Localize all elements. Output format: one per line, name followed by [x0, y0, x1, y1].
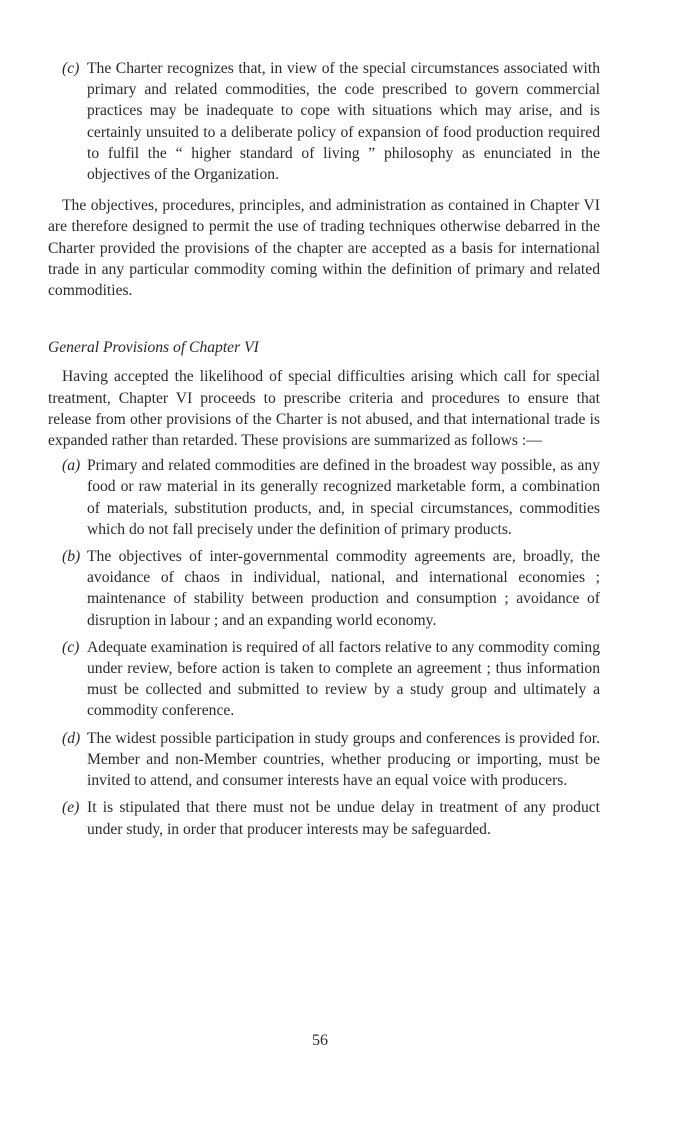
list-item-b — [62, 546, 600, 631]
item-marker: (b) — [62, 548, 81, 566]
item-text: The objectives of inter-governmental commodity agreements are, broadly, the avoidance of chaos in individual, national, and international economies ; maintenance of stability between production and consumption ; avoidance of disruption in labour ; and an expanding world economy. — [87, 548, 600, 629]
section-heading: General Provisions of Chapter VI — [48, 339, 259, 357]
item-marker: (c) — [62, 60, 80, 77]
item-text: The Charter recognizes that, in view of the special circumstances associated with primary and related commodities, the code prescribed to govern commercial practices may be inadequate to cope with situations which may arise, and is certainly unsuited to a deliberate policy of expansion of food production required to fulfil the “ higher standard of living ” philosophy as enunciated in the objectives of the Organization. — [87, 60, 600, 184]
page-number: 56 — [312, 1032, 328, 1049]
item-text: Primary and related commodities are defined in the broadest way possible, as any food or raw material in its generally recognized marketable form, a combination of materials, substitution products, and, in special circumstances, commodities which do not fall precisely under the definition of primary products. — [87, 457, 600, 538]
list-item-top — [62, 58, 600, 185]
item-marker: (e) — [62, 799, 80, 817]
list-item-a — [62, 455, 600, 540]
item-text: It is stipulated that there must not be undue delay in treatment of any product under study, in order that producer interests may be safeguarded. — [87, 799, 600, 838]
list-item-c — [62, 637, 600, 722]
list-item-e — [62, 797, 600, 839]
body-paragraph-1: The objectives, procedures, principles, and administration as contained in Chapter VI are therefore designed to permit the use of trading techniques otherwise debarred in the Charter provided the provisions of the chapter are accepted as a basis for international trade in any particular commodity coming within the definition of primary and related commodities. — [48, 197, 600, 300]
item-marker: (a) — [62, 457, 81, 475]
body-paragraph-2: Having accepted the likelihood of special difficulties arising which call for special treatment, Chapter VI proceeds to prescribe criteria and procedures to ensure that release from other provisions of the Charter is not abused, and that international trade is expanded rather than retarded. These provisions are summarized as follows :— — [48, 368, 600, 450]
document-page — [48, 58, 600, 846]
item-marker: (c) — [62, 638, 80, 656]
item-text: The widest possible participation in study groups and conferences is provided for. Member and non-Member countries, whether producing or importing, must be invited to attend, and consumer interests have an equal voice with producers. — [87, 729, 600, 790]
item-marker: (d) — [62, 729, 81, 747]
list-item-d — [62, 728, 600, 792]
item-text: Adequate examination is required of all factors relative to any commodity coming under review, before action is taken to complete an agreement ; thus information must be collected and submitted to review by a study group and ultimately a commodity conference. — [87, 638, 600, 720]
